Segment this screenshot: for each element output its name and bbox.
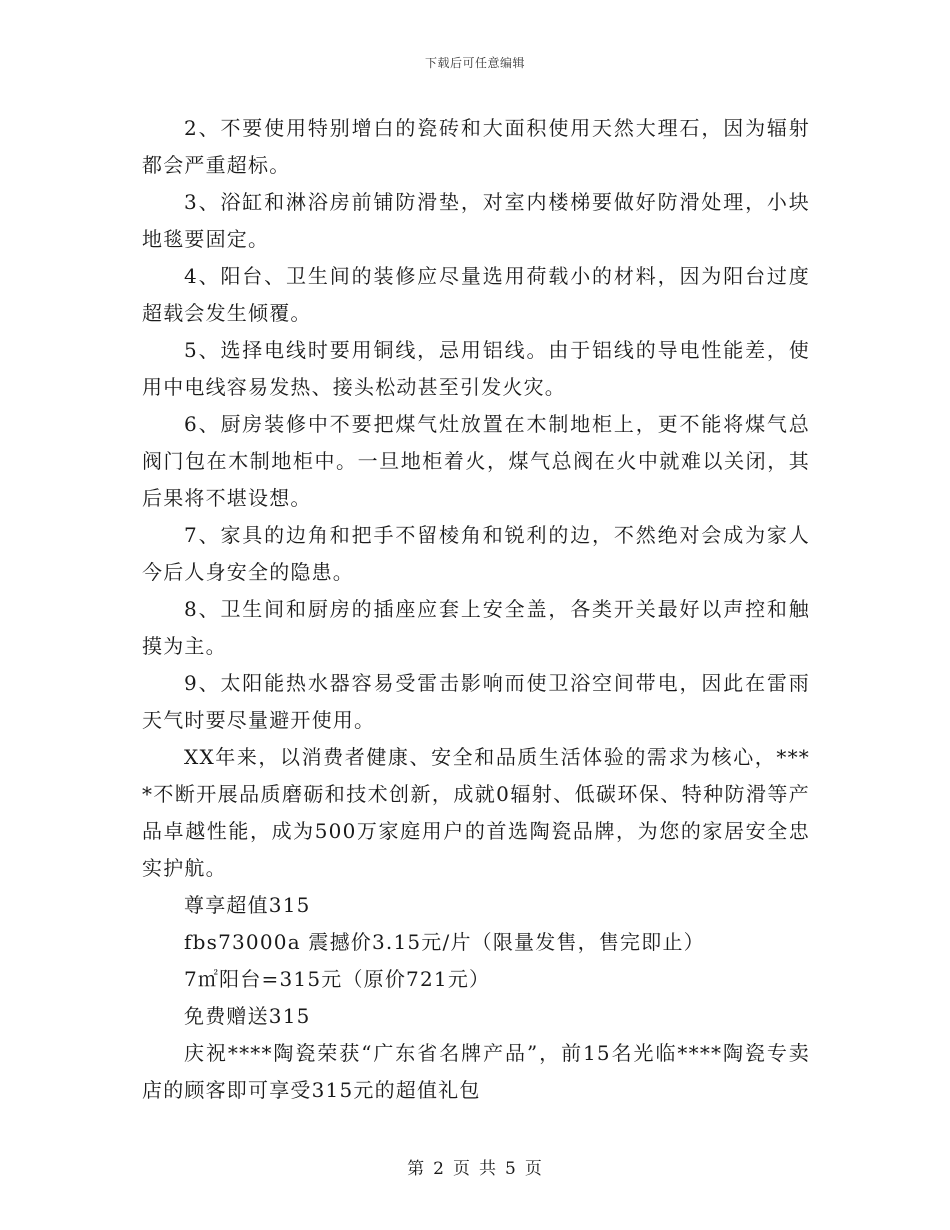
page-total: 5	[505, 1159, 517, 1179]
header-note: 下载后可任意编辑	[424, 56, 525, 70]
page-label-prefix: 第	[407, 1159, 426, 1179]
paragraph-item-4: 4、阳台、卫生间的装修应尽量选用荷载小的材料，因为阳台过度超载会发生倾覆。	[142, 264, 810, 325]
promo-free-gift: 免费赠送315	[184, 1004, 311, 1028]
page-number-footer	[0, 1154, 950, 1179]
promo-celebration: 庆祝****陶瓷荣获“广东省名牌产品”，前15名光临****陶瓷专卖店的顾客即可享受315元的超值礼包	[142, 1041, 810, 1102]
paragraph-item-8: 8、卫生间和厨房的插座应套上安全盖，各类开关最好以声控和触摸为主。	[142, 597, 810, 658]
paragraph-item-6: 6、厨房装修中不要把煤气灶放置在木制地柜上，更不能将煤气总阀门包在木制地柜中。一旦地柜着火，煤气总阀在火中就难以关闭，其后果将不堪设想。	[142, 412, 810, 510]
paragraph-item-5: 5、选择电线时要用铜线，忌用铝线。由于铝线的导电性能差，使用中电线容易发热、接头松动甚至引发火灾。	[142, 338, 810, 399]
page-current: 2	[433, 1159, 445, 1179]
promo-title: 尊享超值315	[184, 893, 311, 917]
page-label-mid1: 页	[453, 1159, 471, 1179]
paragraph-item-2: 2、不要使用特别增白的瓷砖和大面积使用天然大理石，因为辐射都会严重超标。	[142, 116, 810, 177]
document-body	[142, 110, 810, 1109]
promo-balcony-price: 7㎡阳台=315元（原价721元）	[184, 967, 491, 991]
paragraph-item-7: 7、家具的边角和把手不留棱角和锐利的边，不然绝对会成为家人今后人身安全的隐患。	[142, 523, 810, 584]
page-label-mid2: 共	[479, 1159, 497, 1179]
paragraph-brand-intro: XX年来，以消费者健康、安全和品质生活体验的需求为核心，****不断开展品质磨砺和技术创新，成就0辐射、低碳环保、特种防滑等产品卓越性能，成为500万家庭用户的首选陶瓷品牌，为您的家居安全忠实护航。	[142, 745, 810, 880]
paragraph-item-9: 9、太阳能热水器容易受雷击影响而使卫浴空间带电，因此在雷雨天气时要尽量避开使用。	[142, 671, 810, 732]
paragraph-item-3: 3、浴缸和淋浴房前铺防滑垫，对室内楼梯要做好防滑处理，小块地毯要固定。	[142, 190, 810, 251]
page-label-suffix: 页	[524, 1159, 543, 1179]
promo-product-price: fbs73000a 震撼价3.15元/片（限量发售，售完即止）	[184, 930, 705, 954]
